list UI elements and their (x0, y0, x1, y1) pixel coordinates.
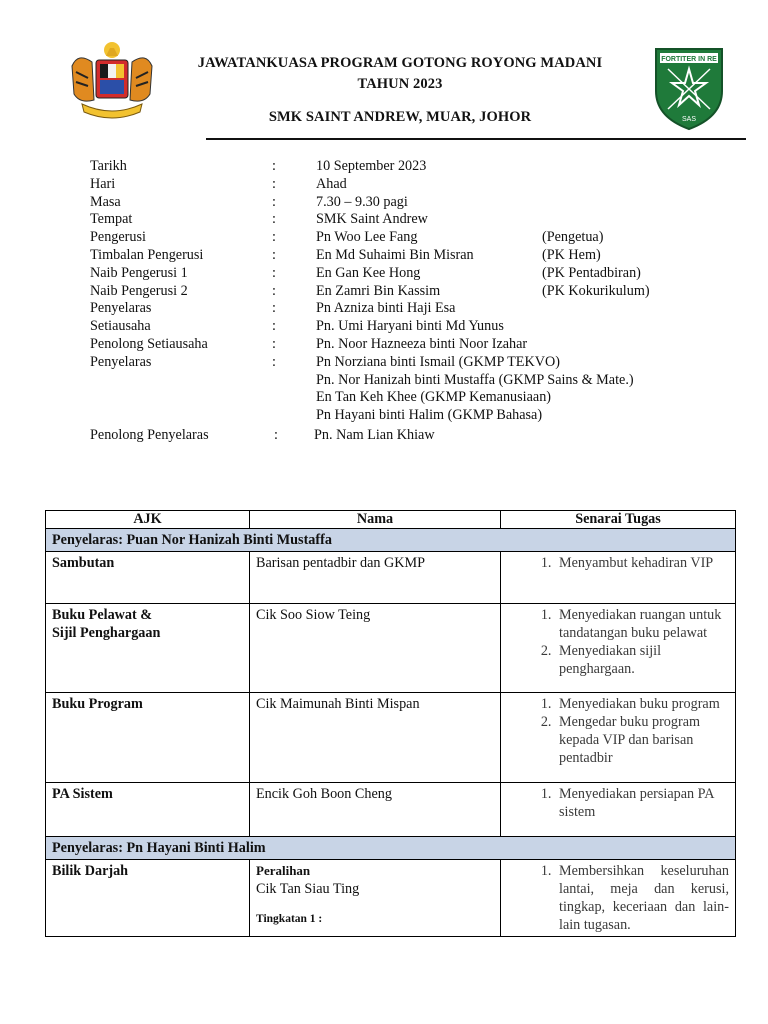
info-note: (Pengetua) (542, 229, 604, 246)
table-row (46, 552, 736, 604)
task-list (507, 606, 729, 678)
crest-motto: FORTITER IN RE (661, 56, 717, 63)
task-list (507, 862, 729, 934)
info-value: Pn. Noor Hazneeza binti Noor Izahar (316, 335, 528, 352)
section-coordinator: Penyelaras: Puan Nor Hanizah Binti Mustaffa (46, 529, 736, 552)
task-item: 1. Menyediakan ruangan untuk tandatangan buku pelawat (555, 606, 729, 642)
info-colon: : (272, 246, 276, 263)
info-label: Naib Pengerusi 2 (90, 282, 188, 299)
ajk-name: Sambutan (52, 555, 115, 571)
info-label: Timbalan Pengerusi (90, 246, 204, 263)
info-value: Ahad (316, 175, 347, 192)
table-row (46, 604, 736, 693)
nama-cell: Cik Soo Siow Teing (250, 604, 501, 693)
ajk-cell (46, 693, 250, 783)
school-name: SMK SAINT ANDREW, MUAR, JOHOR (268, 109, 532, 125)
info-label: Penolong Penyelaras (90, 426, 209, 443)
info-colon: : (272, 158, 276, 174)
ajk-name: Buku Pelawat & (52, 607, 153, 623)
task-list (507, 785, 729, 821)
ajk-cell: Bilik Darjah (46, 860, 250, 937)
info-label: Pengerusi (90, 229, 146, 246)
info-value: Pn Norziana binti Ismail (GKMP TEKVO) (316, 353, 560, 370)
task-list (507, 695, 729, 767)
section-row (46, 837, 736, 860)
info-value: En Md Suhaimi Bin Misran (316, 246, 474, 263)
header-nama: Nama (250, 511, 501, 529)
nama-value: Cik Tan Siau Ting (256, 881, 360, 897)
nama-cell (250, 860, 501, 937)
info-colon: : (272, 282, 276, 299)
info-value: En Gan Kee Hong (316, 264, 421, 281)
info-label: Hari (90, 175, 116, 192)
task-item: 2. Menyediakan sijil penghargaan. (555, 642, 729, 678)
info-colon: : (272, 264, 276, 281)
task-item: 1. Menyediakan persiapan PA sistem (555, 785, 729, 821)
duty-table (45, 510, 736, 937)
tasks-cell (501, 552, 736, 604)
header-divider (206, 138, 746, 140)
school-crest-logo (654, 47, 724, 131)
info-note: (PK Kokurikulum) (542, 282, 650, 299)
info-colon: : (272, 318, 276, 335)
info-colon: : (272, 335, 276, 352)
header-senarai-tugas: Senarai Tugas (501, 511, 736, 529)
nama-heading: Peralihan (256, 863, 311, 878)
info-value: 7.30 – 9.30 pagi (316, 193, 408, 210)
document-title: JAWATANKUASA PROGRAM GOTONG ROYONG MADANI (197, 55, 603, 71)
info-label: Penolong Setiausaha (90, 335, 208, 352)
tasks-cell (501, 860, 736, 937)
table-row (46, 693, 736, 783)
ajk-name-line2: Sijil Penghargaan (52, 625, 161, 641)
info-label: Penyelaras (90, 353, 152, 370)
info-value: En Tan Keh Khee (GKMP Kemanusiaan) (316, 389, 552, 406)
ajk-cell (46, 604, 250, 693)
ajk-name: PA Sistem (52, 786, 113, 802)
tasks-cell (501, 604, 736, 693)
info-label: Masa (90, 193, 121, 210)
task-item: 1. Menyambut kehadiran VIP (555, 554, 729, 572)
table-header-row (46, 511, 736, 529)
info-colon: : (272, 300, 276, 317)
info-label: Penyelaras (90, 300, 152, 317)
info-value: En Zamri Bin Kassim (316, 282, 441, 299)
section-coordinator: Penyelaras: Pn Hayani Binti Halim (46, 837, 736, 860)
info-label: Setiausaha (90, 318, 151, 335)
info-value: SMK Saint Andrew (316, 211, 428, 228)
section-row (46, 529, 736, 552)
crest-initials: SAS (681, 116, 697, 123)
info-value: Pn Hayani binti Halim (GKMP Bahasa) (316, 407, 543, 424)
info-label: Naib Pengerusi 1 (90, 264, 188, 281)
document-year: TAHUN 2023 (357, 76, 443, 92)
info-value: Pn. Nam Lian Khiaw (314, 426, 435, 443)
info-value: Pn Azniza binti Haji Esa (316, 300, 456, 317)
info-value: Pn. Umi Haryani binti Md Yunus (316, 318, 504, 335)
form-level-label: Tingkatan 1 : (256, 913, 323, 925)
task-item: 1. Membersihkan keseluruhan lantai, meja dan kerusi, tingkap, keceriaan dan lain-lain tugasan. (555, 862, 729, 934)
info-colon: : (272, 353, 276, 370)
table-row (46, 860, 736, 937)
tasks-cell (501, 693, 736, 783)
info-value: Pn. Nor Hanizah binti Mustaffa (GKMP Sains & Mate.) (316, 371, 634, 388)
info-colon: : (272, 211, 276, 228)
info-note: (PK Pentadbiran) (542, 264, 641, 281)
info-value: Pn Woo Lee Fang (316, 229, 418, 246)
info-colon: : (274, 426, 278, 443)
info-label: Tarikh (90, 158, 127, 174)
task-item: 1. Menyediakan buku program (555, 695, 729, 713)
malaysia-coat-of-arms-logo (62, 38, 162, 124)
nama-cell: Cik Maimunah Binti Mispan (250, 693, 501, 783)
table-row (46, 783, 736, 837)
ajk-cell (46, 783, 250, 837)
task-list (507, 554, 729, 572)
info-note: (PK Hem) (542, 246, 601, 263)
info-colon: : (272, 193, 276, 210)
info-colon: : (272, 229, 276, 246)
nama-cell: Encik Goh Boon Cheng (250, 783, 501, 837)
info-value: 10 September 2023 (316, 158, 427, 174)
nama-cell: Barisan pentadbir dan GKMP (250, 552, 501, 604)
info-label: Tempat (90, 211, 133, 228)
ajk-cell (46, 552, 250, 604)
header-ajk: AJK (46, 511, 250, 529)
tasks-cell (501, 783, 736, 837)
task-item: 2. Mengedar buku program kepada VIP dan barisan pentadbir (555, 713, 729, 767)
ajk-name: Buku Program (52, 696, 143, 712)
info-colon: : (272, 175, 276, 192)
